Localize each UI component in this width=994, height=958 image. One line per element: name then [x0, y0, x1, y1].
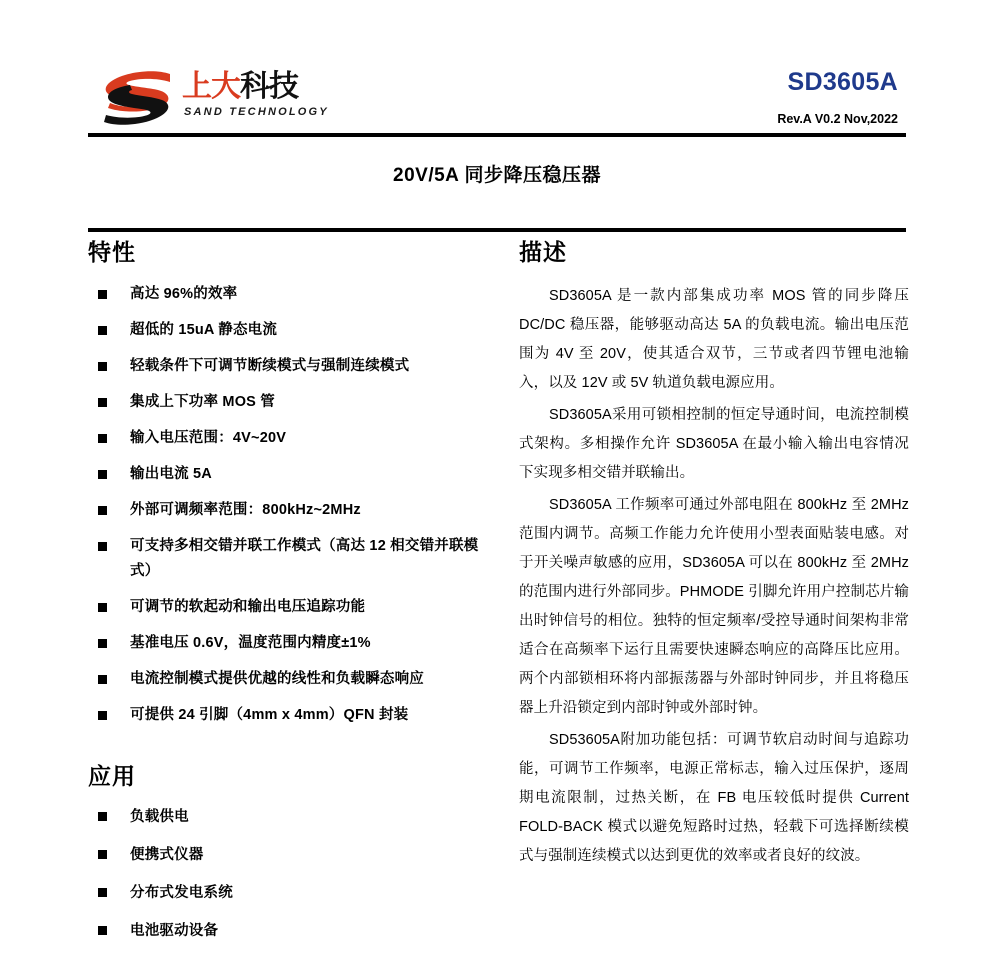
logo-chinese-text	[182, 70, 298, 104]
description-paragraph: SD3605A 是一款内部集成功率 MOS 管的同步降压 DC/DC 稳压器，能够驱动高达 5A 的负载电流。输出电压范围为 4V 至 20V，使其适合双节，三节或者四节锂电池输入，以及 12V 或 5V 轨道负载电源应用。	[519, 288, 909, 391]
feature-item: 可提供 24 引脚（4mm x 4mm）QFN 封装	[88, 703, 498, 728]
application-item: 分布式发电系统	[88, 882, 498, 904]
feature-item: 集成上下功率 MOS 管	[88, 390, 498, 415]
features-heading: 特性	[88, 239, 136, 265]
feature-item: 基准电压 0.6V，温度范围内精度±1%	[88, 631, 498, 656]
revision-info: Rev.A V0.2 Nov,2022	[777, 112, 898, 126]
logo-cn-first: 上大	[182, 70, 240, 103]
document-title: 20V/5A 同步降压稳压器	[393, 165, 601, 186]
feature-item: 输入电压范围：4V~20V	[88, 426, 498, 451]
page-header	[0, 0, 994, 136]
feature-item: 输出电流 5A	[88, 462, 498, 487]
description-paragraph: SD3605A 工作频率可通过外部电阻在 800kHz 至 2MHz 范围内调节。高频工作能力允许使用小型表面贴装电感。对于开关噪声敏感的应用，SD3605A 可以在 800kHz 至 2MHz 的范围内进行外部同步。PHMODE 引脚允许用户控制芯片输出时钟信号的相位。独特的恒定频率/受控导通时间架构非常适合在高频率下运行且需要快速瞬态响应的高降压比应用。两个内部锁相环将内部振荡器与外部时钟同步，并且将稳压器上升沿锁定到内部时钟或外部时钟。	[519, 497, 909, 716]
logo-english-text: SAND TECHNOLOGY	[184, 106, 329, 118]
application-item: 负载供电	[88, 806, 498, 828]
applications-heading: 应用	[88, 763, 136, 789]
application-item: 便携式仪器	[88, 844, 498, 866]
feature-item: 可支持多相交错并联工作模式（高达 12 相交错并联模式）	[88, 534, 498, 584]
feature-item: 轻载条件下可调节断续模式与强制连续模式	[88, 354, 498, 379]
feature-item: 可调节的软起动和输出电压追踪功能	[88, 595, 498, 620]
section-divider	[88, 228, 906, 232]
logo-cn-second: 科技	[240, 70, 298, 103]
header-divider	[88, 133, 906, 137]
features-list	[88, 282, 498, 728]
description-column	[519, 238, 909, 874]
part-number: SD3605A	[787, 68, 898, 96]
description-paragraph: SD53605A附加功能包括：可调节软启动时间与追踪功能，可调节工作频率，电源正常标志，输入过压保护，逐周期电流限制，过热关断，在 FB 电压较低时提供 Current FOLD-BACK 模式以避免短路时过热，轻载下可选择断续模式与强制连续模式以达到更优的效率或者良好的纹波。	[519, 732, 909, 864]
sand-s-logo-icon	[96, 70, 178, 126]
description-paragraph: SD3605A采用可锁相控制的恒定导通时间，电流控制模式架构。多相操作允许 SD3605A 在最小输入输出电容情况下实现多相交错并联输出。	[519, 407, 909, 481]
features-column	[88, 238, 498, 958]
feature-item: 超低的 15uA 静态电流	[88, 318, 498, 343]
feature-item: 外部可调频率范围：800kHz~2MHz	[88, 498, 498, 523]
applications-list	[88, 806, 498, 942]
application-item: 电池驱动设备	[88, 920, 498, 942]
feature-item: 高达 96%的效率	[88, 282, 498, 307]
description-heading: 描述	[519, 239, 567, 265]
company-logo	[96, 68, 396, 134]
feature-item: 电流控制模式提供优越的线性和负载瞬态响应	[88, 667, 498, 692]
